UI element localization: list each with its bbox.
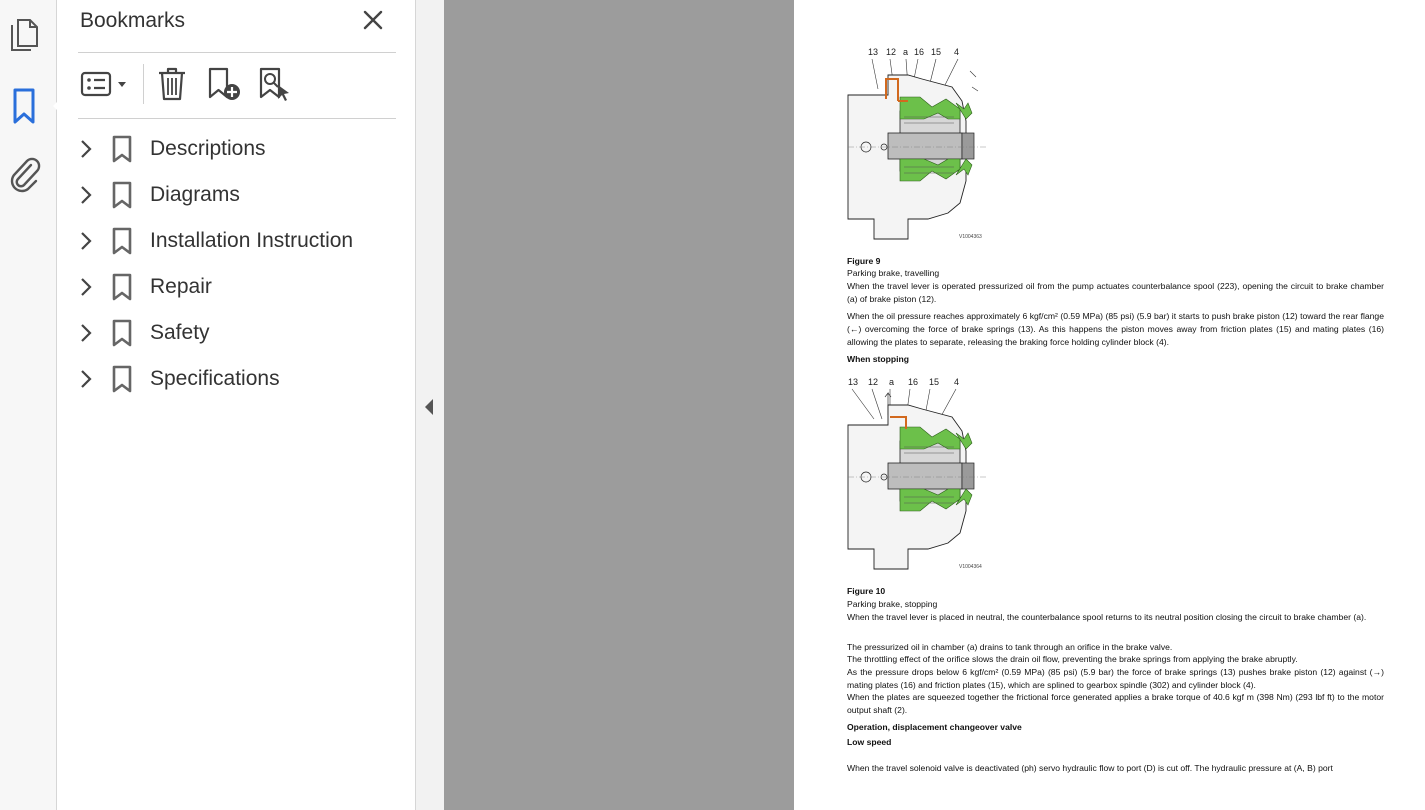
callout-label: 4 — [954, 377, 960, 387]
bookmark-options-button[interactable] — [79, 64, 129, 104]
callout-label: a — [903, 47, 909, 57]
section-heading: When stopping — [847, 354, 910, 364]
bookmark-label[interactable]: Repair — [150, 275, 212, 298]
bookmark-icon — [111, 319, 133, 347]
divider — [78, 52, 396, 53]
paragraph: When the plates are squeezed together the frictional force generated applies a brake torque of 40.6 kgf m (398 Nm) (293 lbf ft) to the motor output shaft (2). — [847, 692, 1384, 715]
viewer-background — [444, 0, 794, 810]
paragraph: The pressurized oil in chamber (a) drains to tank through an orifice in the brake valve. — [847, 642, 1173, 652]
chevron-right-icon[interactable] — [77, 137, 95, 161]
callout-label: 13 — [868, 47, 879, 57]
bookmarks-icon[interactable] — [4, 86, 44, 126]
delete-bookmark-icon — [156, 66, 188, 102]
bookmark-label[interactable]: Installation Instruction — [150, 229, 354, 252]
chevron-right-icon[interactable] — [77, 275, 95, 299]
delete-bookmark-button[interactable] — [154, 64, 190, 104]
figure-9-diagram — [844, 47, 994, 242]
panel-title: Bookmarks — [80, 9, 186, 32]
callout-label: 12 — [886, 47, 897, 57]
paragraph: The throttling effect of the orifice slows the drain oil flow, preventing the brake springs from applying the brake abruptly. — [847, 654, 1298, 664]
bookmark-label[interactable]: Safety — [150, 321, 210, 344]
find-bookmark-button[interactable] — [255, 64, 295, 104]
bookmarks-panel — [57, 0, 416, 810]
bookmark-item-descriptions[interactable] — [75, 129, 405, 169]
bookmark-item-repair[interactable] — [75, 267, 405, 307]
bookmark-label[interactable]: Specifications — [150, 367, 280, 390]
bookmark-icon — [111, 181, 133, 209]
attachments-icon[interactable] — [4, 154, 44, 194]
paragraph: As the pressure drops below 6 kgf/cm² (0.59 MPa) (85 psi) (5.9 bar) the force of brake springs (13) pushes brake piston (12) against (→) mating plates (16) and friction plates (15), which are splined to gearbox spindle (302) and cylinder block (4). — [847, 667, 1384, 690]
bookmark-label[interactable]: Descriptions — [150, 137, 266, 160]
brake-cross-section-drawing — [844, 47, 994, 242]
callout-label: 15 — [929, 377, 940, 387]
figure-10-diagram — [844, 377, 994, 572]
callout-label: 4 — [954, 47, 960, 57]
callout-label: 12 — [868, 377, 879, 387]
paragraph: When the travel lever is placed in neutral, the counterbalance spool returns to its neutral position closing the circuit to brake chamber (a). — [847, 612, 1367, 622]
options-dropdown-icon — [79, 69, 129, 99]
chevron-right-icon[interactable] — [77, 321, 95, 345]
chevron-right-icon[interactable] — [77, 229, 95, 253]
add-bookmark-icon — [205, 65, 243, 103]
figure-10-caption-title: Figure 10 — [847, 586, 886, 596]
figure-10-caption-subtitle: Parking brake, stopping — [847, 599, 938, 609]
document-page[interactable] — [794, 0, 1425, 810]
navigation-tool-rail — [0, 0, 57, 810]
callout-label: 16 — [908, 377, 919, 387]
bookmark-label[interactable]: Diagrams — [150, 183, 240, 206]
figure-9-caption-subtitle: Parking brake, travelling — [847, 268, 940, 278]
chevron-right-icon[interactable] — [77, 183, 95, 207]
close-icon — [362, 9, 384, 31]
bookmark-icon — [111, 135, 133, 163]
bookmark-item-specifications[interactable] — [75, 359, 405, 399]
callout-label: 15 — [931, 47, 942, 57]
add-bookmark-button[interactable] — [204, 64, 244, 104]
paragraph: When the travel lever is operated pressurized oil from the pump actuates counterbalance spool (223), opening the circuit to brake chamber (a) of brake piston (12). — [847, 281, 1384, 304]
brake-cross-section-drawing — [844, 377, 994, 572]
figure-id: V1004363 — [959, 234, 982, 240]
collapse-panel-button[interactable] — [422, 395, 436, 419]
bookmark-item-diagrams[interactable] — [75, 175, 405, 215]
callout-label: a — [889, 377, 895, 387]
bookmark-icon — [111, 227, 133, 255]
toolbar-separator — [143, 64, 144, 104]
panel-splitter[interactable] — [416, 0, 444, 810]
pages-icon[interactable] — [4, 14, 44, 54]
divider — [78, 118, 396, 119]
close-panel-button[interactable] — [360, 7, 386, 33]
bookmark-item-safety[interactable] — [75, 313, 405, 353]
callout-label: 16 — [914, 47, 925, 57]
figure-id: V1004364 — [959, 564, 982, 570]
paragraph: When the travel solenoid valve is deactivated (ph) servo hydraulic flow to port (D) is cut off. The hydraulic pressure at (A, B) port — [847, 763, 1333, 773]
paragraph: When the oil pressure reaches approximately 6 kgf/cm² (0.59 MPa) (85 psi) (5.9 bar) it starts to push brake piston (12) toward the rear flange (←) overcoming the force of brake springs (13). As this happens the piston moves away from friction plates (15) and mating plates (16) allowing the plates to separate, releasing the braking force holding cylinder block (4). — [847, 311, 1384, 347]
find-bookmark-icon — [256, 65, 294, 103]
bookmark-icon — [111, 273, 133, 301]
section-heading: Low speed — [847, 737, 892, 747]
chevron-right-icon[interactable] — [77, 367, 95, 391]
figure-9-caption-title: Figure 9 — [847, 256, 881, 266]
section-heading: Operation, displacement changeover valve — [847, 722, 1022, 732]
bookmark-item-installation-instruction[interactable] — [75, 221, 405, 261]
callout-label: 13 — [848, 377, 859, 387]
triangle-left-icon — [424, 398, 434, 416]
bookmark-icon — [111, 365, 133, 393]
